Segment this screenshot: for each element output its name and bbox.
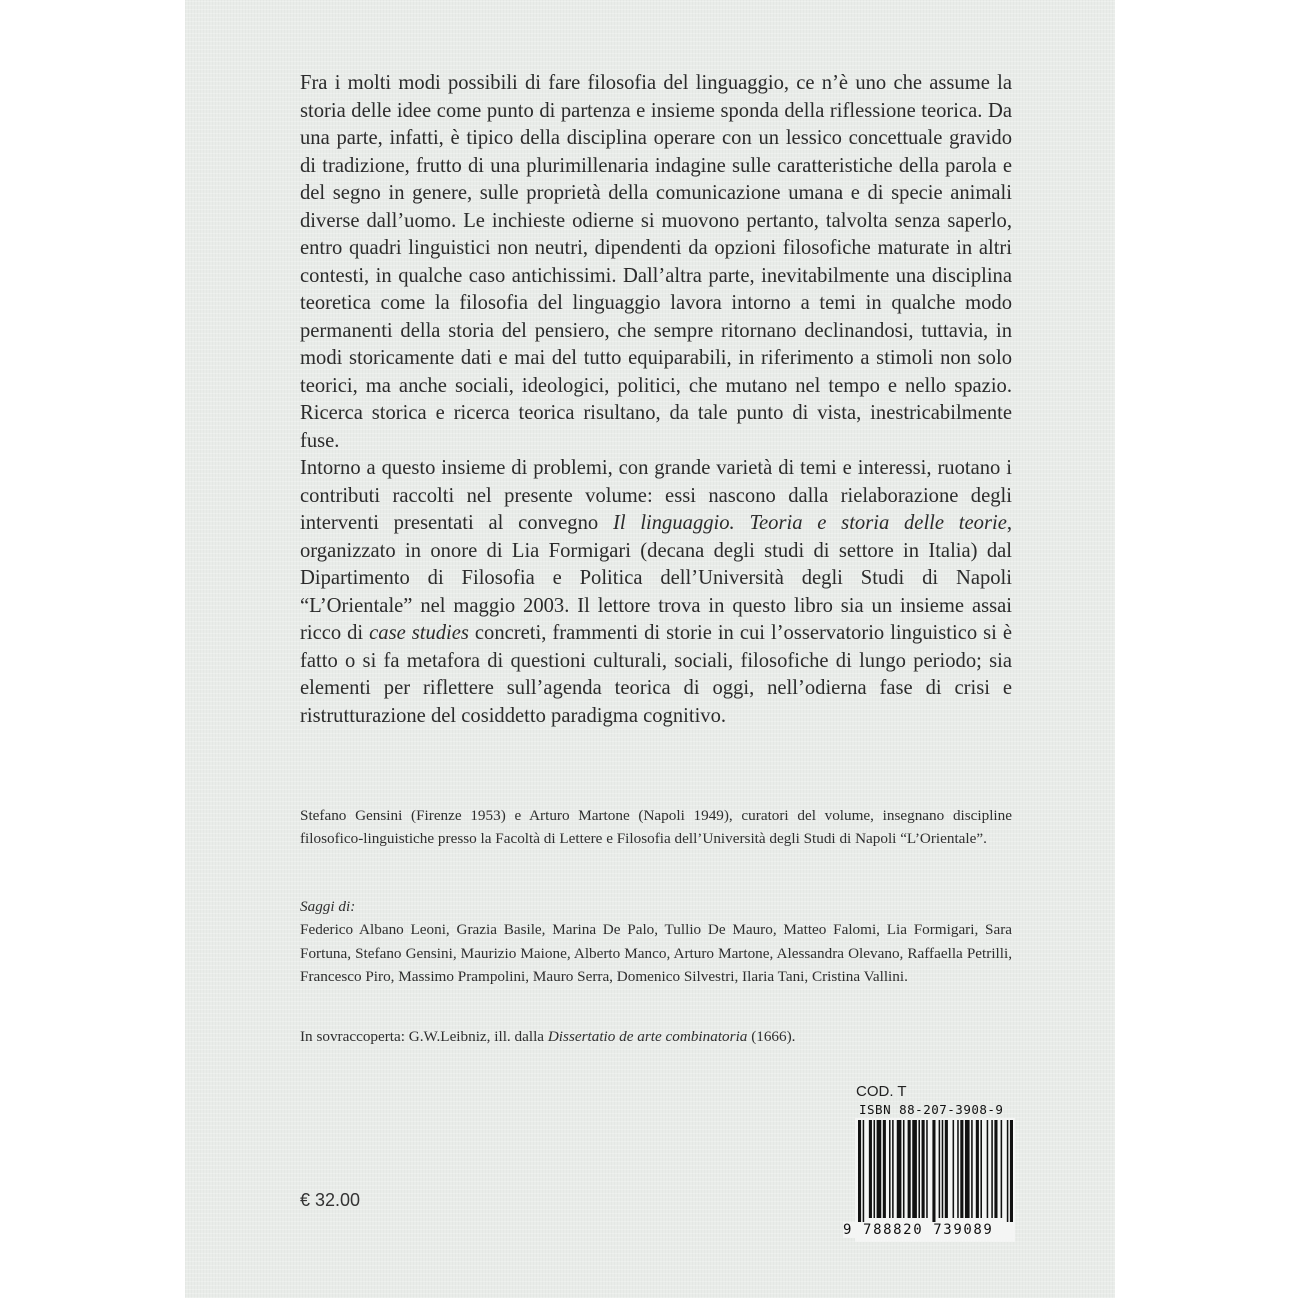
case-studies-term: case studies [369,622,469,644]
cover-note-prefix: In sovraccoperta: G.W.Leibniz, ill. dalla [300,1028,548,1045]
barcode-bar [1007,1120,1009,1228]
blurb-paragraph-2 [300,455,1012,730]
barcode-bar [858,1120,861,1228]
price-label: € 32.00 [300,1190,361,1210]
barcode-bar [883,1120,886,1218]
blurb-p2-part-b: , organizzato in onore di Lia Formigari (decana degli studi di settore in Italia) dal Dipartimento di Filosofia e Politica dell’Università degli Studi di Napoli “L’Orientale” nel maggio 2003. Il lettore trova in questo libro sia un insieme assai ricco di [300,512,1012,644]
barcode-bar [939,1120,941,1218]
contributors-section [300,895,1012,989]
barcode-bar [932,1120,935,1228]
barcode-bar [960,1120,963,1218]
contributors-list: Federico Albano Leoni, Grazia Basile, Marina De Palo, Tullio De Mauro, Matteo Falomi, Lia Formigari, Sara Fortuna, Stefano Gensini, Maurizio Maione, Alberto Manco, Arturo Martone, Alessandra Olevano, Raffaella Petrilli, Francesco Piro, Massimo Prampolini, Mauro Serra, Domenico Silvestri, Ilaria Tani, Cristina Vallini. [300,921,1012,986]
barcode-bar [869,1120,872,1218]
curators-note: Stefano Gensini (Firenze 1953) e Arturo Martone (Napoli 1949), curatori del volume, insegnano discipline filosofico-linguistiche presso la Facoltà di Lettere e Filosofia dell’Università degli Studi di Napoli “L’Orientale”. [300,807,1012,848]
barcode-bar [877,1120,882,1218]
cover-illustration-note [300,1025,1012,1048]
barcode-bar [922,1120,925,1218]
barcode-bar [863,1120,865,1228]
barcode-bar [971,1120,973,1218]
barcode-bar [980,1120,982,1218]
barcode-bar [892,1120,894,1218]
barcode-bar [897,1120,902,1218]
barcode-bars [855,1118,1015,1228]
isbn-label: ISBN 88-207-3908-9 [859,1102,1004,1117]
blurb-p2-part-c: concreti, frammenti di storie in cui l’osservatorio linguistico si è fatto o si fa metafora di questioni culturali, sociali, filosofiche di lungo periodo; sia elementi per riflettere sull’agenda teorica di oggi, nell’odierna fase di crisi e ristrutturazione del cosiddetto paradigma cognitivo. [300,622,1012,727]
barcode-bar [953,1120,955,1218]
barcode-bar [965,1120,970,1218]
barcode-bar [1001,1120,1003,1218]
contributors-header: Saggi di: [300,898,356,915]
cod-label: COD. T [856,1083,907,1100]
conference-title: Il linguaggio. Teoria e storia delle teorie [612,512,1007,534]
barcode-bar [987,1120,989,1218]
barcode-bar [976,1120,979,1218]
barcode-bar [912,1120,917,1218]
blurb-p2-part-a: Intorno a questo insieme di problemi, con grande varietà di temi e interessi, ruotano i contributi raccolti nel presente volume: essi nascono dalla rielaborazione degli interventi presentati al convegno [300,457,1012,534]
barcode-digits: 9 788820 739089 [843,1222,1015,1238]
cover-note-suffix: (1666). [747,1028,796,1045]
barcode-bar [874,1120,876,1218]
barcode-bar [889,1120,891,1218]
barcode-bar [957,1120,959,1218]
barcode-bar [942,1120,944,1218]
barcode-bar [1010,1120,1013,1228]
barcode-bar [945,1120,948,1218]
barcode-bar [903,1120,905,1218]
barcode-bar [994,1120,997,1218]
barcode-bar [918,1120,920,1218]
barcode-bar [926,1120,928,1218]
blurb-text [300,70,1012,730]
blurb-paragraph-1: Fra i molti modi possibili di fare filosofia del linguaggio, ce n’è uno che assume la storia delle idee come punto di partenza e insieme sponda della riflessione teorica. Da una parte, infatti, è tipico della disciplina operare con un lessico concettuale gravido di tradizione, frutto di una plurimillenaria indagine sulle caratteristiche della parola e del segno in genere, sulle proprietà della comunicazione umana e di specie animali diverse dall’uomo. Le inchieste odierne si muovono pertanto, talvolta senza saperlo, entro quadri linguistici non neutri, dipendenti da opzioni filosofiche maturate in altri contesti, in qualche caso antichissimi. Dall’altra parte, inevitabilmente una disciplina teoretica come la filosofia del linguaggio lavora intorno a temi in qualche modo permanenti della storia del pensiero, che sempre ritornano declinandosi, tuttavia, in modi storicamente dati e mai del tutto equiparabili, in riferimento a stimoli non solo teorici, ma anche sociali, ideologici, politici, che mutano nel tempo e nello spazio. Ricerca storica e ricerca teorica risultano, da tale punto di vista, inestricabilmente fuse. [300,72,1012,452]
cover-note-work: Dissertatio de arte combinatoria [547,1028,748,1045]
barcode-bar [991,1120,993,1218]
barcode-bar [908,1120,911,1218]
